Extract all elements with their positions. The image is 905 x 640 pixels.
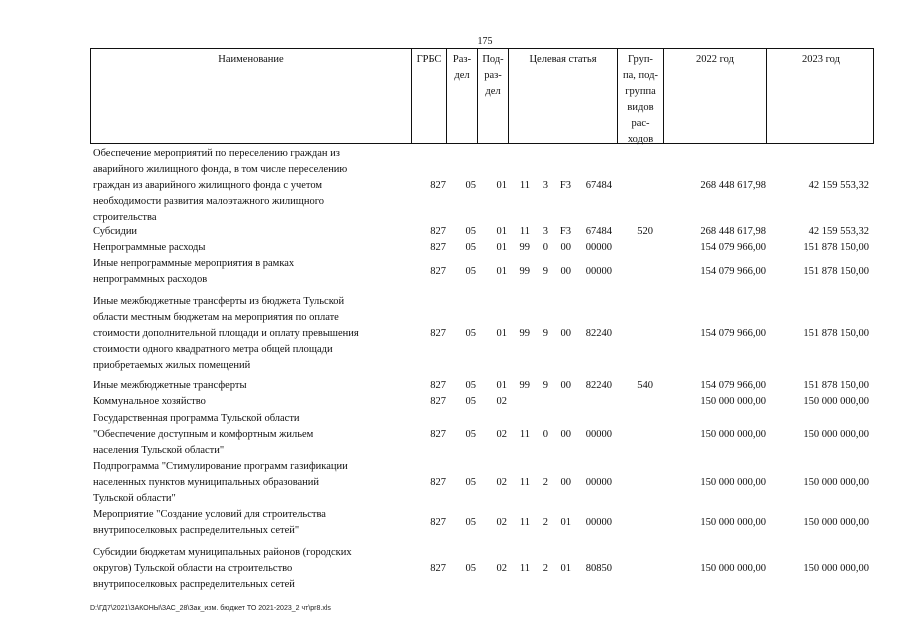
- cell-t3: 00: [560, 266, 571, 277]
- row-name-line: Иные межбюджетные трансферты: [93, 380, 247, 391]
- cell-t4: 00000: [585, 517, 612, 528]
- row-name-line: Субсидии: [93, 226, 138, 237]
- cell-t2: 9: [542, 380, 548, 391]
- cell-grbs: 827: [430, 517, 446, 528]
- cell-pr: 01: [496, 266, 507, 277]
- cell-v2022: 150 000 000,00: [700, 517, 766, 528]
- cell-t1: 11: [519, 226, 530, 237]
- table-row: [90, 294, 874, 374]
- cell-v2022: 154 079 966,00: [700, 380, 766, 391]
- cell-t4: 67484: [585, 180, 612, 191]
- cell-t2: 2: [542, 477, 548, 488]
- cell-v2022: 150 000 000,00: [700, 477, 766, 488]
- cell-pr: 01: [496, 242, 507, 253]
- row-name-line: Коммунальное хозяйство: [93, 396, 206, 407]
- cell-grp: 520: [637, 226, 653, 237]
- row-name-line: приобретаемых жилых помещений: [93, 360, 251, 371]
- header-target-article: Целевая статья: [509, 49, 618, 143]
- cell-t3: 00: [560, 429, 571, 440]
- row-name: [93, 459, 418, 507]
- cell-t1: 11: [519, 180, 530, 191]
- table-row: [90, 256, 874, 288]
- table-row: [90, 146, 874, 226]
- row-name: [93, 146, 418, 226]
- cell-t3: 00: [560, 477, 571, 488]
- cell-rz: 05: [465, 242, 476, 253]
- row-name-line: внутрипоселковых распределительных сетей": [93, 525, 300, 536]
- table-row: [90, 507, 874, 539]
- cell-t4: 82240: [585, 328, 612, 339]
- cell-grbs: 827: [430, 380, 446, 391]
- cell-t4: 80850: [585, 563, 612, 574]
- row-name-line: Мероприятие "Создание условий для строительства: [93, 509, 326, 520]
- cell-t1: 11: [519, 517, 530, 528]
- table-row: [90, 411, 874, 459]
- row-name-line: внутрипоселковых распределительных сетей: [93, 579, 295, 590]
- cell-grbs: 827: [430, 477, 446, 488]
- cell-t1: 99: [519, 380, 530, 391]
- cell-rz: 05: [465, 226, 476, 237]
- header-name: Наименование: [91, 49, 412, 143]
- cell-v2022: 150 000 000,00: [700, 429, 766, 440]
- page-number: 175: [477, 36, 493, 47]
- cell-t3: 00: [560, 242, 571, 253]
- cell-pr: 01: [496, 226, 507, 237]
- cell-grbs: 827: [430, 266, 446, 277]
- cell-v2023: 151 878 150,00: [803, 266, 869, 277]
- cell-pr: 02: [496, 517, 507, 528]
- table-row: [90, 545, 874, 593]
- cell-grbs: 827: [430, 226, 446, 237]
- cell-t3: F3: [559, 180, 571, 191]
- cell-t4: 00000: [585, 242, 612, 253]
- table-row: [90, 459, 874, 507]
- cell-pr: 01: [496, 180, 507, 191]
- cell-v2023: 150 000 000,00: [803, 429, 869, 440]
- row-name: [93, 411, 418, 459]
- row-name-line: непрограммных расходов: [93, 274, 208, 285]
- row-name-line: Субсидии бюджетам муниципальных районов (городских: [93, 547, 352, 558]
- cell-v2022: 150 000 000,00: [700, 563, 766, 574]
- cell-t3: 00: [560, 328, 571, 339]
- cell-t3: 00: [560, 380, 571, 391]
- row-name-line: Тульской области": [93, 493, 176, 504]
- cell-t2: 2: [542, 517, 548, 528]
- header-2022: 2022 год: [664, 49, 767, 143]
- cell-grbs: 827: [430, 328, 446, 339]
- table-row: [90, 378, 874, 394]
- cell-t4: 00000: [585, 266, 612, 277]
- cell-t1: 11: [519, 429, 530, 440]
- row-name: [93, 507, 418, 539]
- cell-rz: 05: [465, 517, 476, 528]
- table-row: [90, 240, 874, 256]
- cell-t1: 99: [519, 266, 530, 277]
- header-razdel: Раз- дел: [447, 49, 478, 143]
- row-name-line: "Обеспечение доступным и комфортным жильем: [93, 429, 314, 440]
- row-name-line: Подпрограмма "Стимулирование программ газификации: [93, 461, 348, 472]
- row-name: [93, 394, 418, 410]
- cell-v2022: 154 079 966,00: [700, 266, 766, 277]
- cell-t4: 82240: [585, 380, 612, 391]
- cell-rz: 05: [465, 477, 476, 488]
- header-podrazdel: Под- раз- дел: [478, 49, 509, 143]
- cell-v2023: 151 878 150,00: [803, 380, 869, 391]
- cell-t1: 11: [519, 563, 530, 574]
- cell-t4: 00000: [585, 477, 612, 488]
- row-name-line: стоимости дополнительной площади и оплату превышения: [93, 328, 359, 339]
- cell-t1: 11: [519, 477, 530, 488]
- cell-rz: 05: [465, 396, 476, 407]
- cell-v2023: 151 878 150,00: [803, 242, 869, 253]
- cell-v2022: 268 448 617,98: [700, 180, 766, 191]
- cell-v2023: 151 878 150,00: [803, 328, 869, 339]
- row-name-line: населения Тульской области": [93, 445, 225, 456]
- cell-t2: 3: [542, 180, 548, 191]
- cell-t4: 00000: [585, 429, 612, 440]
- cell-v2023: 150 000 000,00: [803, 477, 869, 488]
- row-name-line: Обеспечение мероприятий по переселению граждан из: [93, 148, 340, 159]
- row-name-line: строительства: [93, 212, 157, 223]
- cell-pr: 02: [496, 396, 507, 407]
- cell-t3: F3: [559, 226, 571, 237]
- table-row: [90, 224, 874, 240]
- row-name: [93, 545, 418, 593]
- row-name-line: граждан из аварийного жилищного фонда с учетом: [93, 180, 323, 191]
- row-name-line: округов) Тульской области на строительство: [93, 563, 293, 574]
- cell-t3: 01: [560, 563, 571, 574]
- cell-t1: 99: [519, 328, 530, 339]
- cell-v2023: 42 159 553,32: [808, 180, 869, 191]
- cell-grbs: 827: [430, 396, 446, 407]
- cell-grbs: 827: [430, 180, 446, 191]
- cell-t2: 2: [542, 563, 548, 574]
- row-name: [93, 240, 418, 256]
- cell-grbs: 827: [430, 242, 446, 253]
- cell-t2: 9: [542, 328, 548, 339]
- row-name-line: Непрограммные расходы: [93, 242, 206, 253]
- row-name: [93, 256, 418, 288]
- cell-rz: 05: [465, 563, 476, 574]
- header-2023: 2023 год: [802, 54, 840, 65]
- header-grbs: ГРБС: [412, 49, 447, 143]
- row-name-line: Государственная программа Тульской области: [93, 413, 300, 424]
- cell-grbs: 827: [430, 429, 446, 440]
- cell-rz: 05: [465, 180, 476, 191]
- cell-grbs: 827: [430, 563, 446, 574]
- row-name: [93, 294, 418, 374]
- row-name-line: аварийного жилищного фонда, в том числе переселению: [93, 164, 348, 175]
- row-name: [93, 378, 418, 394]
- cell-v2022: 150 000 000,00: [700, 396, 766, 407]
- row-name-line: необходимости развития малоэтажного жилищного: [93, 196, 325, 207]
- file-path-footer: D:\ГД7\2021\ЗАКОНЫ\ЗАС_28\Зак_изм. бюджет ТО 2021-2023_2 чт\pr8.xls: [90, 605, 331, 612]
- cell-v2023: 150 000 000,00: [803, 517, 869, 528]
- table-header: [90, 48, 874, 144]
- cell-v2022: 268 448 617,98: [700, 226, 766, 237]
- cell-t2: 0: [542, 429, 548, 440]
- cell-v2022: 154 079 966,00: [700, 242, 766, 253]
- row-name-line: Иные межбюджетные трансферты из бюджета Тульской: [93, 296, 345, 307]
- cell-v2023: 150 000 000,00: [803, 563, 869, 574]
- cell-pr: 02: [496, 477, 507, 488]
- table-row: [90, 394, 874, 410]
- row-name-line: стоимости одного квадратного метра общей площади: [93, 344, 333, 355]
- cell-t2: 0: [542, 242, 548, 253]
- cell-t4: 67484: [585, 226, 612, 237]
- cell-t1: 99: [519, 242, 530, 253]
- cell-t2: 9: [542, 266, 548, 277]
- row-name-line: населенных пунктов муниципальных образований: [93, 477, 320, 488]
- row-name-line: Иные непрограммные мероприятия в рамках: [93, 258, 295, 269]
- cell-pr: 01: [496, 380, 507, 391]
- cell-rz: 05: [465, 266, 476, 277]
- cell-t3: 01: [560, 517, 571, 528]
- cell-rz: 05: [465, 429, 476, 440]
- cell-v2022: 154 079 966,00: [700, 328, 766, 339]
- cell-pr: 02: [496, 563, 507, 574]
- header-expense-group: Груп- па, под- группа видов рас- ходов: [618, 49, 664, 143]
- row-name-line: области местным бюджетам на мероприятия по оплате: [93, 312, 339, 323]
- cell-rz: 05: [465, 380, 476, 391]
- cell-grp: 540: [637, 380, 653, 391]
- cell-t2: 3: [542, 226, 548, 237]
- row-name: [93, 224, 418, 240]
- cell-v2023: 150 000 000,00: [803, 396, 869, 407]
- cell-rz: 05: [465, 328, 476, 339]
- cell-pr: 01: [496, 328, 507, 339]
- cell-v2023: 42 159 553,32: [808, 226, 869, 237]
- cell-pr: 02: [496, 429, 507, 440]
